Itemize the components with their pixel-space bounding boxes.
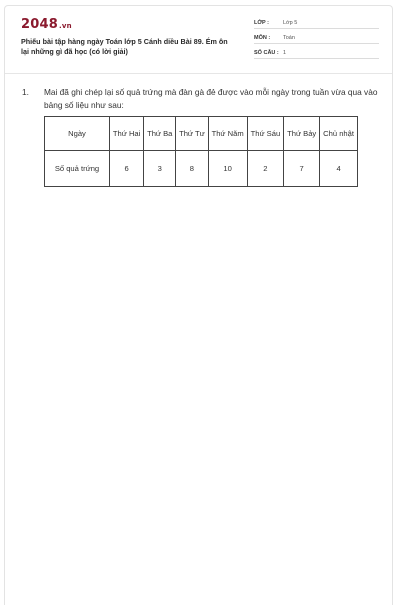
- meta-subject-value: Toán: [283, 35, 295, 41]
- egg-count-table: [44, 116, 358, 187]
- site-logo[interactable]: 2048.vn: [21, 17, 72, 32]
- meta-grade-value: Lớp 5: [283, 20, 298, 26]
- table-cell-eggs: 7: [284, 151, 320, 187]
- question-text: Mai đã ghi chép lại số quả trứng mà đàn gà đẻ được vào mỗi ngày trong tuần vừa qua vào bảng số liệu như sau:: [44, 87, 378, 110]
- table-cell-day: Thứ Sáu: [247, 117, 283, 151]
- header-divider: [5, 73, 392, 74]
- meta-question-count: [254, 48, 379, 59]
- meta-subject-label: MÔN :: [254, 35, 271, 41]
- worksheet-page: [4, 5, 393, 605]
- table-cell-eggs: 2: [247, 151, 283, 187]
- meta-subject: [254, 33, 379, 44]
- table-header-day: Ngày: [45, 117, 110, 151]
- worksheet-title: Phiếu bài tập hàng ngày Toán lớp 5 Cánh diều Bài 89. Ém ôn lại những gì đã học (có lời giải): [21, 37, 228, 56]
- table-row-days: [45, 117, 358, 151]
- table-cell-day: Thứ Năm: [208, 117, 247, 151]
- table-row-eggs: [45, 151, 358, 187]
- question-number: 1.: [22, 87, 29, 97]
- table-cell-eggs: 10: [208, 151, 247, 187]
- meta-question-count-label: SỐ CÂU :: [254, 50, 279, 56]
- table-cell-eggs: 6: [110, 151, 144, 187]
- table-cell-day: Thứ Ba: [144, 117, 176, 151]
- table-cell-day: Thứ Bảy: [284, 117, 320, 151]
- table-cell-day: Thứ Tư: [176, 117, 208, 151]
- meta-grade-label: LỚP :: [254, 20, 269, 26]
- table-header-eggs: Số quả trứng: [45, 151, 110, 187]
- table-cell-day: Thứ Hai: [110, 117, 144, 151]
- table-cell-eggs: 3: [144, 151, 176, 187]
- table-cell-eggs: 8: [176, 151, 208, 187]
- meta-grade: [254, 18, 379, 29]
- meta-question-count-value: 1: [283, 50, 287, 56]
- table-cell-eggs: 4: [320, 151, 358, 187]
- table-cell-day: Chủ nhật: [320, 117, 358, 151]
